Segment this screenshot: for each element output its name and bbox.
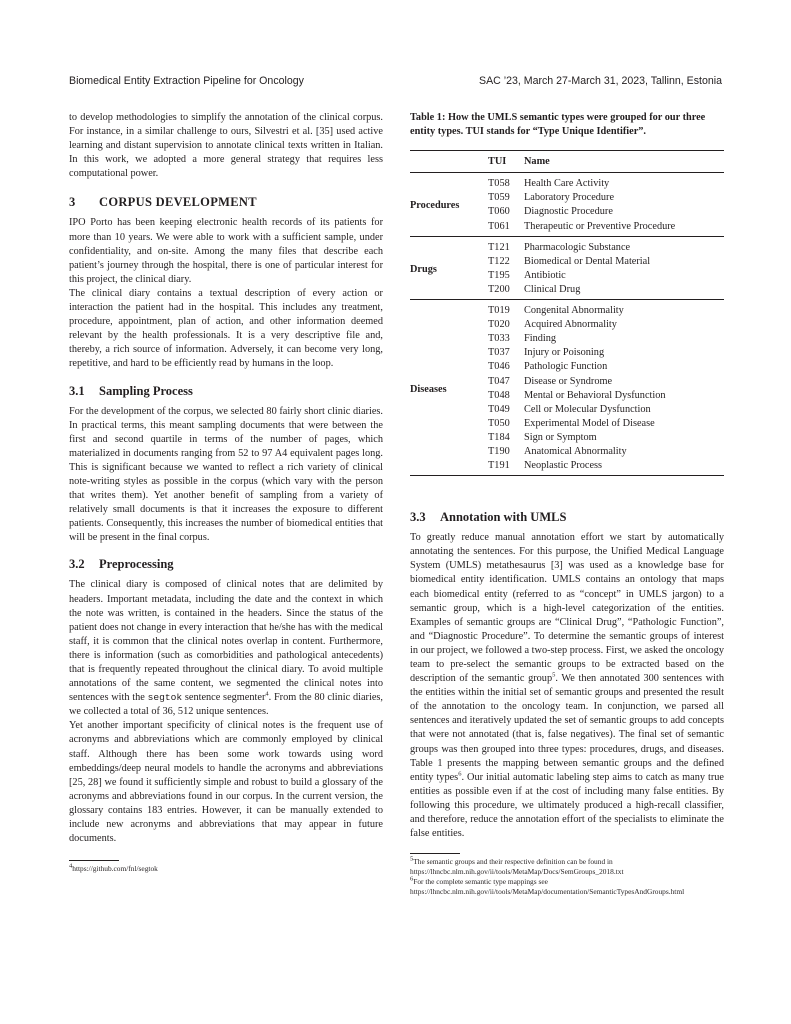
footnote-4: $^4$https://github.com/fnl/segtok <box>69 862 158 874</box>
name-cell: Injury or Poisoning <box>524 347 605 359</box>
tui-cell: T058 <box>488 178 510 190</box>
group-label: Diseases <box>410 383 447 395</box>
section-title: CORPUS DEVELOPMENT <box>99 195 257 210</box>
name-cell: Acquired Abnormality <box>524 319 617 331</box>
section-3-1-heading <box>69 384 383 399</box>
table-header-row <box>410 151 724 173</box>
name-cell: Clinical Drug <box>524 283 581 295</box>
paragraph: To greatly reduce manual annotation effort we start by automatically annotating the sentences. For this purpose, the Unified Medical Language System (UMLS) metathesaurus [3] was used as a knowledge base for biomedical entity identification. UMLS contains an ontology that maps each biomedical entity (referred to as “concept” in UMLS jargon) to a semantic group, which is a high-level categorization of the entities. Examples of semantic groups are “Clinical Drug”, “Pathologic Function”, and “Diagnostic Procedure”. To determine the semantic groups of interest in our project, we followed a two-step process. First, we asked the oncology team to pre-select the semantic groups to be extracted based on the description of the semantic group$^5$. We then annotated 300 sentences with the entities within the initial set of semantic groups and presented the result of the annotation to the oncology team. In conjunction, we parsed all sentences and iteratively updated the set of semantic groups to add concepts that were not annotated (that is, false negatives). The final set of semantic groups was then grouped into three types: procedures, drugs, and diseases. Table 1 presents the mapping between semantic groups and the defined entity types$^6$. Our initial automatic labeling step aims to catch as many true entities as possible even if at the cost of including many false entities. By following this procedure, we ultimately produced a high-recall classifier, and therefore, reduce the annotation effort of the specialists to eliminate the false entities. <box>410 532 724 840</box>
column-header-name: Name <box>524 156 550 168</box>
name-cell: Mental or Behavioral Dysfunction <box>524 389 666 401</box>
name-cell: Sign or Symptom <box>524 431 597 443</box>
tui-cell: T037 <box>488 347 510 359</box>
name-cell: Pathologic Function <box>524 361 608 373</box>
footnote-rule <box>410 853 460 854</box>
tui-cell: T190 <box>488 445 510 457</box>
name-cell: Disease or Syndrome <box>524 375 613 387</box>
tui-cell: T033 <box>488 333 510 345</box>
section-number: 3.2 <box>69 557 85 572</box>
right-column <box>410 111 724 897</box>
footnote-6: $^6$For the complete semantic type mappings see https://lhncbc.nlm.nih.gov/ii/tools/MetaMap/documentation/SemanticTypesAndGroups.html <box>410 875 685 897</box>
tui-cell: T061 <box>488 220 510 232</box>
column-header-tui: TUI <box>488 156 507 168</box>
tui-cell: T195 <box>488 269 510 281</box>
table-row <box>410 300 724 319</box>
tui-cell: T020 <box>488 319 510 331</box>
name-cell: Finding <box>524 333 557 345</box>
name-cell: Experimental Model of Disease <box>524 417 655 429</box>
name-cell: Antibiotic <box>524 269 566 281</box>
section-3-3-heading <box>410 510 724 525</box>
tui-cell: T049 <box>488 403 510 415</box>
name-cell: Anatomical Abnormality <box>524 445 627 457</box>
group-label: Procedures <box>410 200 460 212</box>
name-cell: Pharmacologic Substance <box>524 241 631 253</box>
footnote-ref: 6 <box>458 770 462 778</box>
umls-mapping-table <box>410 150 724 476</box>
footnote-5: $^5$The semantic groups and their respective definition can be found in https://lhncbc.nlm.nih.gov/ii/tools/MetaMap/Docs/SemGroups_2018.txt <box>410 855 624 877</box>
name-cell: Health Care Activity <box>524 178 610 190</box>
section-title: Preprocessing <box>99 557 174 572</box>
paragraph: IPO Porto has been keeping electronic health records of its patients for more than 10 years. We were able to work with a sufficient sample, under confidentiality, and on-site. Among the many files that describe each patient’s journey through the hospital, there is one of particular interest for this project, the clinical diary. <box>69 217 383 285</box>
section-number: 3.1 <box>69 383 85 398</box>
tui-cell: T050 <box>488 417 510 429</box>
tui-cell: T184 <box>488 431 510 443</box>
paragraph: The clinical diary is composed of clinical notes that are delimited by headers. Important metadata, including the date and the context in which the note was written, is contained in the headers. Since the status of the patient does not change in every interaction that he/she has with the medical staff, it is common that the clinical notes overlap in content. Furthermore, there is information (such as comorbidities and pathological antecedents) that is frequently repeated throughout the clinical diary. To avoid multiple annotations of the same content, we segmented the clinical notes into sentences with the segtok sentence segmenter$^4$. From the 80 clinic diaries, we collected a total of 36, 512 unique sentences. <box>69 579 383 718</box>
name-cell: Laboratory Procedure <box>524 192 615 204</box>
group-label: Drugs <box>410 263 437 275</box>
name-cell: Biomedical or Dental Material <box>524 255 651 267</box>
tui-cell: T019 <box>488 305 510 317</box>
paragraph: The clinical diary contains a textual description of every action or interaction the patient had in the hospital. This includes any treatment, procedure, appointment, plan of action, and other information deemed relevant by the health professionals. It is a very descriptive file and, thereby, a rich source of information. Adversely, it can become very long, repetitive, and hard to be efficiently read by humans in the loop. <box>69 287 383 370</box>
running-header-title: Biomedical Entity Extraction Pipeline for Oncology <box>69 75 304 87</box>
name-cell: Cell or Molecular Dysfunction <box>524 403 651 415</box>
tui-cell: T121 <box>488 241 510 253</box>
tui-cell: T048 <box>488 389 510 401</box>
table-body <box>410 173 724 476</box>
section-3-2-heading <box>69 557 383 572</box>
footnote-rule <box>69 860 119 861</box>
left-column <box>69 111 383 874</box>
tui-cell: T060 <box>488 206 510 218</box>
name-cell: Congenital Abnormality <box>524 305 624 317</box>
footnote-ref: 5 <box>552 671 556 679</box>
tui-cell: T122 <box>488 255 510 267</box>
tui-cell: T046 <box>488 361 510 373</box>
footnote-ref: 4 <box>265 690 269 698</box>
section-number: 3 <box>69 195 76 210</box>
section-3-heading <box>69 195 383 210</box>
code-segtok: segtok <box>147 692 183 704</box>
paragraph: Yet another important specificity of clinical notes is the frequent use of acronyms and abbreviations which are commonly employed by clinical staff. Although there has been some work towards using word embeddings/deep neural models to handle the acronyms and abbreviations [25, 28] we found it sufficiently simple and robust to build a glossary of the acronyms and abbreviations found in our corpus. In the current version, the glossary contains 183 entries. However, it can be manually extended to include new acronyms and abbreviations that may appear in future documents. <box>69 720 383 845</box>
section-number: 3.3 <box>410 510 426 525</box>
section-title: Sampling Process <box>99 383 193 398</box>
table-caption: Table 1: How the UMLS semantic types were grouped for our three entity types. TUI stands for “Type Unique Identifier”. <box>410 112 706 138</box>
table-row <box>410 236 724 255</box>
paragraph: For the development of the corpus, we selected 80 fairly short clinic diaries. In practical terms, this meant sampling documents that were between the first and second quartile in terms of the number of pages, which materialized in documents ranging from 52 to 97 A4 equivalent pages long. This is significant because we wanted to reflect a rich variety of clinical note-writing styles as possible in the corpus (which vary with the person that writes them). Yet another benefit of sampling from a variety of relatively small documents is that it increases the exposure to different patients. Consequently, this increases the number of biomedical entities that will be present in the final corpus. <box>69 405 383 544</box>
table-row <box>410 173 724 192</box>
tui-cell: T059 <box>488 192 510 204</box>
running-header-venue: SAC ’23, March 27-March 31, 2023, Tallinn, Estonia <box>479 75 722 87</box>
name-cell: Diagnostic Procedure <box>524 206 613 218</box>
name-cell: Neoplastic Process <box>524 460 603 472</box>
tui-cell: T200 <box>488 283 510 295</box>
tui-cell: T191 <box>488 460 510 472</box>
name-cell: Therapeutic or Preventive Procedure <box>524 220 676 232</box>
intro-paragraph: to develop methodologies to simplify the annotation of the clinical corpus. For instance, in a similar challenge to ours, Silvestri et al. [35] used active learning and distant supervision to annotate clinical texts written in Italian. In this work, we adopted a more general strategy that requires less computational power. <box>69 112 383 180</box>
tui-cell: T047 <box>488 375 510 387</box>
section-title: Annotation with UMLS <box>440 510 567 525</box>
